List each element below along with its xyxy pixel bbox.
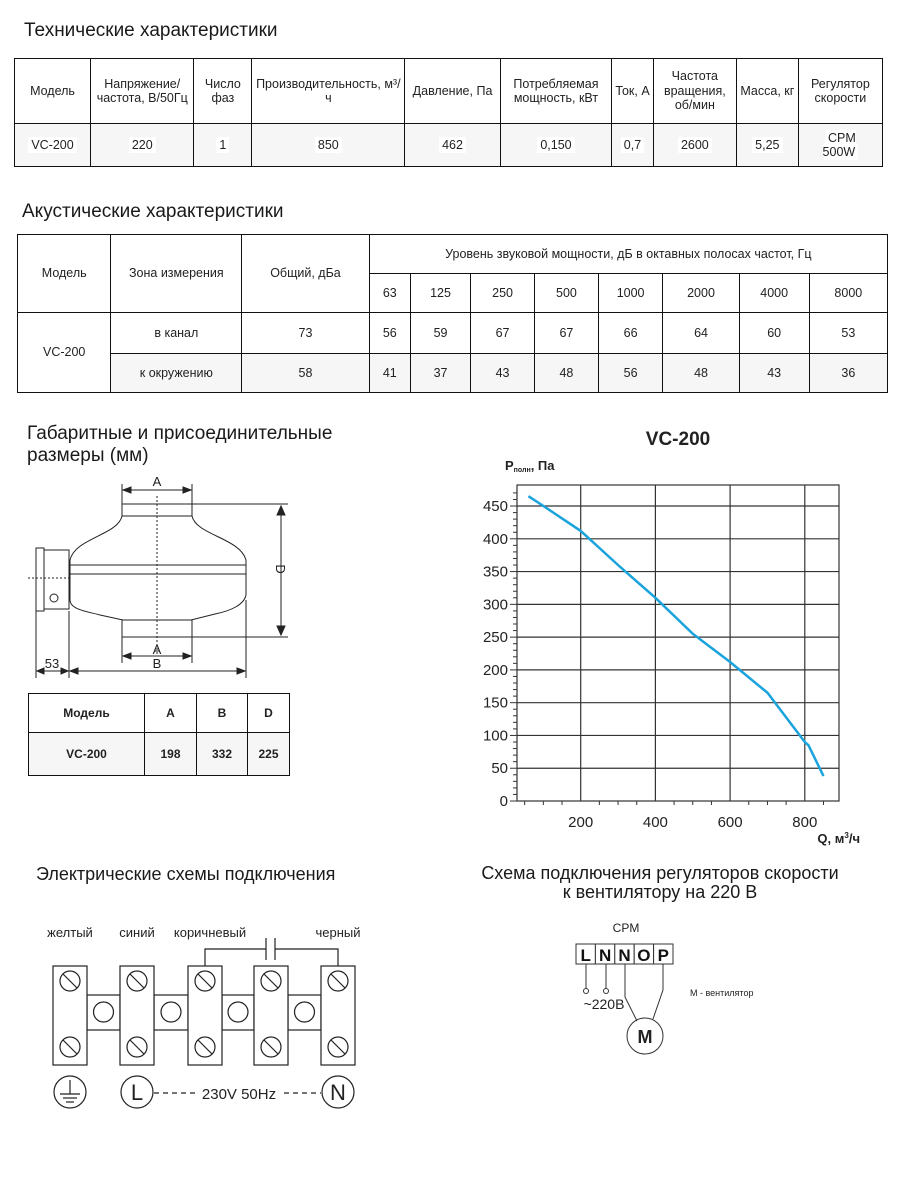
y-tick-label: 100 — [482, 727, 508, 745]
dim-cell-model: VC-200 — [29, 733, 145, 776]
y-tick-label: 250 — [482, 629, 508, 647]
col-capacity: Производительность, м³/ч — [252, 59, 405, 124]
value-cell: 59 — [410, 313, 470, 354]
dim-label-b: B — [152, 656, 162, 671]
dim-label-a-top: A — [152, 474, 162, 489]
supply-label: 230V 50Hz — [201, 1086, 277, 1103]
cell-power: 0,150 — [537, 137, 574, 153]
col-voltage: Напряжение/ частота, В/50Гц — [91, 59, 194, 124]
dim-col-a: A — [145, 694, 197, 733]
acoustic-col-zone: Зона измерения — [111, 235, 242, 313]
supply-voltage-label: ~220В — [583, 996, 625, 1012]
col-current: Ток, А — [612, 59, 654, 124]
y-tick-label: 150 — [482, 694, 508, 712]
regulator-wiring-diagram — [560, 915, 790, 1065]
wire-label-black: черный — [315, 925, 361, 940]
chart-title: VC-200 — [645, 429, 711, 450]
motor-label: M — [637, 1027, 653, 1047]
value-cell: 67 — [471, 313, 535, 354]
band-250: 250 — [471, 274, 535, 313]
regulator-terminal-label: P — [657, 946, 669, 965]
y-tick-label: 350 — [482, 563, 508, 581]
value-cell: 48 — [663, 354, 739, 393]
band-1000: 1000 — [598, 274, 662, 313]
dimensions-header-row — [29, 694, 290, 733]
value-cell: 53 — [809, 313, 887, 354]
band-8000: 8000 — [809, 274, 887, 313]
value-cell: 48 — [535, 354, 599, 393]
band-2000: 2000 — [663, 274, 739, 313]
technical-header-row — [15, 59, 883, 124]
cell-mass: 5,25 — [752, 137, 782, 153]
col-regulator: Регулятор скорости — [798, 59, 882, 124]
acoustic-col-model: Модель — [18, 235, 111, 313]
cell-regulator: CPM 500W — [823, 130, 859, 160]
value-cell: 36 — [809, 354, 887, 393]
wire-label-yellow: желтый — [47, 925, 93, 940]
regulator-device-label: CPM — [612, 921, 640, 935]
zone-cell: в канал — [111, 313, 242, 354]
dim-label-offset: 53 — [44, 656, 60, 671]
col-power: Потребляемая мощность, кВт — [500, 59, 612, 124]
value-cell: 41 — [369, 354, 410, 393]
band-500: 500 — [535, 274, 599, 313]
dim-cell-a: 198 — [145, 733, 197, 776]
pressure-flow-chart — [460, 420, 910, 850]
bridge-screw-icon — [228, 1002, 248, 1022]
value-cell: 60 — [739, 313, 809, 354]
band-63: 63 — [369, 274, 410, 313]
motor-legend: M - вентилятор — [690, 988, 754, 998]
x-tick-label: 800 — [792, 814, 818, 831]
acoustic-title: Акустические характеристики — [22, 201, 284, 222]
y-tick-label: 300 — [482, 596, 508, 614]
y-tick-label: 200 — [482, 661, 508, 679]
cell-current: 0,7 — [621, 137, 644, 153]
y-tick-label: 0 — [499, 793, 508, 810]
dim-label-d: D — [273, 564, 288, 574]
terminal-block-diagram — [0, 915, 420, 1115]
zone-cell: к окружению — [111, 354, 242, 393]
x-tick-label: 200 — [568, 814, 594, 831]
bridge-screw-icon — [295, 1002, 315, 1022]
acoustic-bands-title: Уровень звуковой мощности, дБ в октавных полосах частот, Гц — [369, 235, 887, 274]
cell-model: VC-200 — [28, 137, 76, 153]
regulator-terminal-label: N — [618, 946, 631, 965]
band-4000: 4000 — [739, 274, 809, 313]
cell-pressure: 462 — [439, 137, 466, 153]
regulator-terminal-label: N — [598, 946, 612, 965]
acoustic-row-duct — [18, 313, 888, 354]
band-125: 125 — [410, 274, 470, 313]
fan-dimension-drawing — [0, 470, 310, 680]
cell-voltage: 220 — [129, 137, 156, 153]
electrical-title: Электрические схемы подключения — [36, 864, 336, 884]
total-cell: 73 — [242, 313, 369, 354]
x-tick-label: 400 — [642, 814, 668, 831]
value-cell: 64 — [663, 313, 739, 354]
col-mass: Масса, кг — [736, 59, 798, 124]
value-cell: 66 — [598, 313, 662, 354]
pressure-curve — [528, 496, 823, 776]
technical-title: Технические характеристики — [24, 20, 278, 41]
chart-ylabel: Pполн, Па — [505, 458, 555, 474]
y-tick-label: 400 — [482, 530, 508, 548]
wire-label-brown: коричневый — [173, 925, 247, 940]
chart-xlabel: Q, $м^3/ч$ — [817, 831, 860, 846]
value-cell: 56 — [598, 354, 662, 393]
regulator-terminal-label: O — [637, 946, 651, 965]
col-phases: Число фаз — [194, 59, 252, 124]
bridge-screw-icon — [94, 1002, 114, 1022]
value-cell: 37 — [410, 354, 470, 393]
dim-col-model: Модель — [29, 694, 145, 733]
dim-cell-b: 332 — [197, 733, 248, 776]
dim-cell-d: 225 — [248, 733, 290, 776]
acoustic-model: VC-200 — [18, 313, 111, 393]
col-pressure: Давление, Па — [405, 59, 500, 124]
value-cell: 56 — [369, 313, 410, 354]
dimensions-table — [28, 693, 290, 776]
value-cell: 43 — [739, 354, 809, 393]
col-rpm: Частота вращения, об/мин — [653, 59, 736, 124]
y-tick-label: 450 — [482, 498, 508, 516]
dim-col-d: D — [248, 694, 290, 733]
col-model: Модель — [15, 59, 91, 124]
regulator-terminal-label: L — [580, 946, 591, 965]
acoustic-col-total: Общий, дБа — [242, 235, 369, 313]
acoustic-row-surroundings — [18, 354, 888, 393]
dim-label-a-bottom: A — [152, 642, 162, 657]
dimensions-title: Габаритные и присоединительные размеры (мм) — [27, 423, 333, 466]
neutral-n-label: N — [330, 1080, 346, 1105]
value-cell: 67 — [535, 313, 599, 354]
technical-data-row — [15, 124, 883, 167]
y-tick-label: 50 — [491, 760, 508, 778]
regulator-title: Схема подключения регуляторов скорости к вентилятору на 220 В — [481, 863, 839, 902]
acoustic-table — [17, 234, 888, 393]
value-cell: 43 — [471, 354, 535, 393]
cell-capacity: 850 — [315, 137, 342, 153]
x-tick-label: 600 — [717, 814, 743, 831]
dim-col-b: B — [197, 694, 248, 733]
dimensions-data-row — [29, 733, 290, 776]
total-cell: 58 — [242, 354, 369, 393]
cell-rpm: 2600 — [678, 137, 712, 153]
cell-phases: 1 — [216, 137, 229, 153]
wire-label-blue: синий — [119, 925, 155, 940]
technical-table — [14, 58, 883, 167]
bridge-screw-icon — [161, 1002, 181, 1022]
line-l-label: L — [130, 1080, 144, 1105]
